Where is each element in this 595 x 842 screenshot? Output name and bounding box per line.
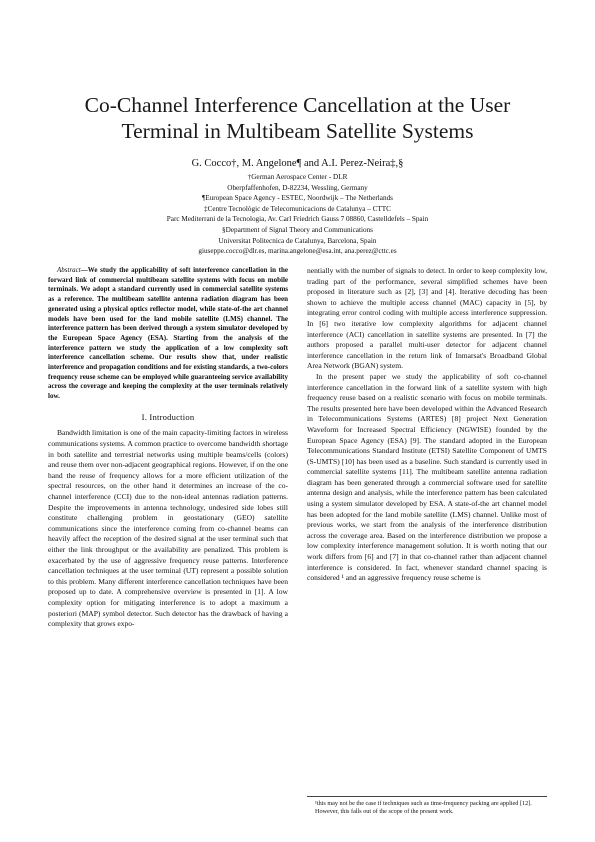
footnote — [307, 796, 547, 816]
left-column — [48, 266, 288, 630]
affiliation-line: §Department of Signal Theory and Communications — [222, 225, 373, 234]
affiliation-line: ‡Centre Tecnològic de Telecomunicacions de Catalunya – CTTC — [204, 204, 391, 213]
body-paragraph: nentially with the number of signals to detect. In order to keep complexity low, trading part of the performance, several simplified schemes have been proposed in literature such as [2], [3] and [4]. Iterative decoding has been shown to achieve the multiple access channel (MAC) capacity in [5], by integrating error control coding with multiple access interference suppression. In [6] two iterative low complexity algorithms for adjacent channel interference (ACI) cancellation in satellite systems are presented. In [7] the authors proposed a parallel multi-user detector for adjacent channel interference cancellation in the return link of Inmarsat's Broadband Global Area Network (BGAN) system. — [307, 266, 547, 371]
title-line-1: Co-Channel Interference Cancellation at the User — [84, 93, 511, 117]
affiliation-line: †German Aerospace Center - DLR — [247, 173, 348, 181]
author-emails: giuseppe.cocco@dlr.es, marina.angelone@esa.int, ana.perez@cttc.es — [198, 247, 397, 256]
body-paragraph: In the present paper we study the applicability of soft co-channel interference cancellation in the forward link of a satellite system with high frequency reuse based on a realistic scenario with focus on mobile terminals. The results presented here have been developed within the Advanced Research in Telecommunications Systems (ARTES) [8] project Next Generation Waveform for Increased Spectral Efficiency (NGWISE) founded by the European Space Agency (ESA) [9]. The standard adopted in the European Telecommunications Standard Institute (ETSI) Satellite Component of UMTS (S-UMTS) [10] has been used as a baseline. Such standard is currently used in commercial satellite systems [11]. The multibeam satellite antenna radiation diagram has been generated through a commercial software used for satellite antenna design and analysis, while the interference pattern has been calculated using a system simulator developed by ESA. A state-of-the art channel model has been adopted for the land mobile satellite (LMS) channel. Unlike most of previous works, we start from the analysis of the interference distribution across the coverage area. Based on the interference distribution we propose a low complexity interference management solution. It is worth noting that our work differs from [6] and [7] in that co-channel rather than adjacent channel interference is considered. In fact, whenever standard channel spacing is considered ¹ and an aggressive frequency reuse scheme is — [307, 371, 547, 583]
right-column — [307, 266, 547, 584]
affiliation-line: Oberpfaffenhofen, D-82234, Wessling, Germany — [227, 183, 368, 192]
affiliation-line: Parc Mediterrani de la Tecnologia, Av. Carl Friedrich Gauss 7 08860, Castelldefels – Spain — [166, 215, 429, 224]
section-heading-introduction: I. Introduction — [141, 411, 195, 422]
paper-title — [40, 92, 555, 144]
abstract — [48, 266, 288, 402]
abstract-text: —We study the applicability of soft interference cancellation in the forward link of commercial multibeam satellite systems with focus on mobile terminals. We adopt a standard currently used in commercial satellite systems as a reference. The multibeam satellite antenna radiation diagram has been generated using a physical optics reflector model, while state-of-the art channel models have been used for the land mobile satellite (LMS) channel. The interference pattern has been derived through a system simulator developed by the European Space Agency (ESA). Starting from the analysis of the interference pattern we study the application of a low complexity soft interference cancellation scheme. Our results show that, under realistic interference and propagation conditions and for existing standards, a two-colors frequency reuse scheme can be employed while guaranteeing service availability across the coverage and keeping the complexity at the user terminals relatively low. — [48, 266, 288, 401]
body-paragraph: Bandwidth limitation is one of the main capacity-limiting factors in wireless communications systems. A common practice to overcome bandwidth shortage in both satellite and terrestrial networks using multiple beams/cells (colors) and reuse them over non-adjacent geographical regions. However, if on the one hand the reuse of frequency allows for a more efficient utilization of the spectral resources, on the other hand it determines an increase of the co-channel interference (CCI) due to the non-ideal antennas radiation patterns. Despite the improvements in antenna technology, undesired side lobes still constitute challenging problem in geostationary (GEO) satellite communications since the interference coming from co-channel beams can heavily affect the reception of the desired signal at the user terminal such that either the link throughput or the availability are penalized. This problem is exacerbated by the use of aggressive frequency reuse patterns. Interference cancellation techniques at the user terminal (UT) represent a possible solution to this problem. Many different interference cancellation techniques have been proposed up to date. A comprehensive overview is presented in [1]. A low complexity option for mitigating interference is to adopt a maximum a posteriori (MAP) symbol detector. Such detector has the drawback of having a complexity that grows expo- — [48, 428, 288, 629]
footnote-text: ¹this may not be the case if techniques such as time-frequency packing are applied [12]. However, this falls out of the scope of the present work. — [315, 800, 532, 816]
abstract-label: Abstract — [57, 266, 81, 274]
author-list: G. Cocco†, M. Angelone¶ and A.I. Perez-Neira‡,§ — [191, 158, 404, 169]
title-line-2: Terminal in Multibeam Satellite Systems — [121, 119, 474, 143]
affiliation-line: Universitat Politecnica de Catalunya, Barcelona, Spain — [218, 236, 377, 245]
affiliation-line: ¶European Space Agency - ESTEC, Noordwijk – The Netherlands — [202, 194, 393, 203]
affiliations — [40, 172, 555, 257]
